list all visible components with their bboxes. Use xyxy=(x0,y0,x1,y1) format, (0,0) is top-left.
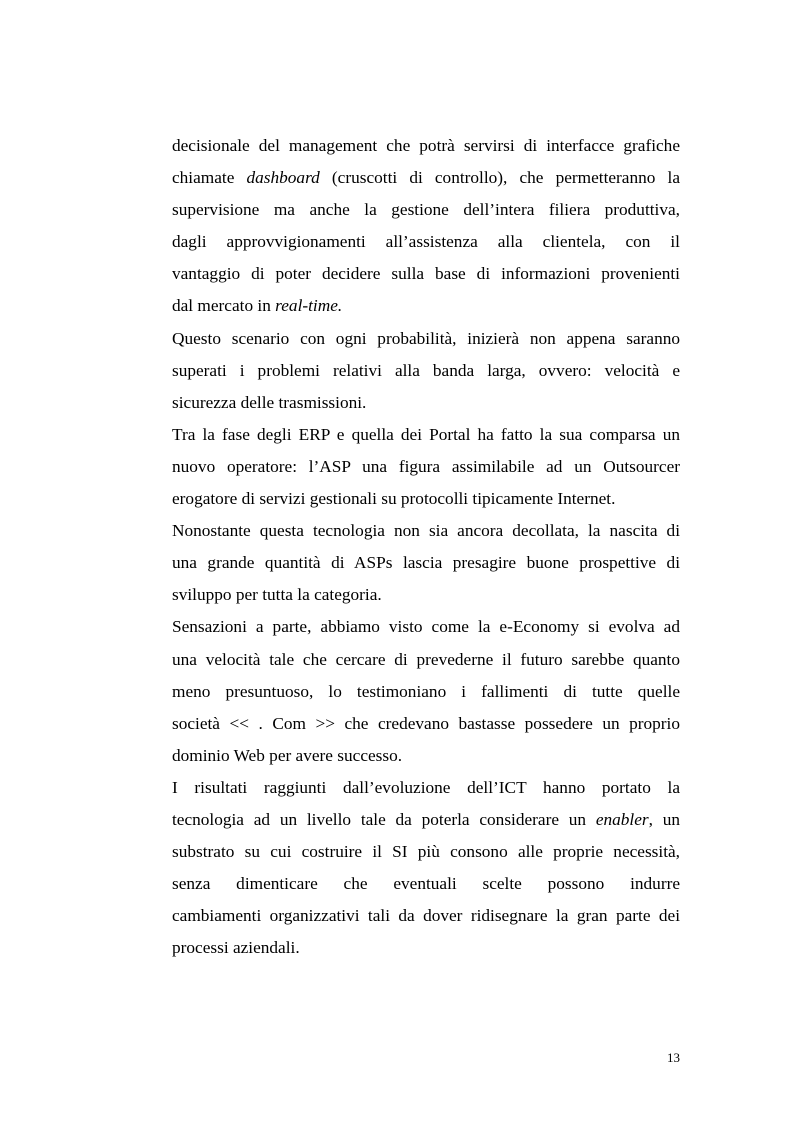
text-line xyxy=(172,740,680,772)
text-line xyxy=(172,676,680,708)
text-line xyxy=(172,387,680,419)
text-run: substrato su cui costruire il SI più consono alle proprie necessità, xyxy=(172,842,680,862)
italic-text: real-time. xyxy=(275,296,343,316)
text-line xyxy=(172,258,680,290)
text-run: , un xyxy=(648,809,680,829)
text-run: Sensazioni a parte, abbiamo visto come la e-Economy si evolva ad xyxy=(172,617,680,637)
text-line xyxy=(172,515,680,547)
text-line xyxy=(172,162,680,194)
text-line xyxy=(172,611,680,643)
text-run: (cruscotti di controllo), che permetteranno la xyxy=(319,168,680,188)
text-line xyxy=(172,194,680,226)
text-run: dagli approvvigionamenti all’assistenza alla clientela, con il xyxy=(172,232,680,252)
text-run: una grande quantità di ASPs lascia presagire buone prospettive di xyxy=(172,553,680,573)
text-run: tecnologia ad un livello tale da poterla considerare un xyxy=(172,809,596,829)
italic-text: dashboard xyxy=(246,168,320,188)
text-line xyxy=(172,708,680,740)
text-run: erogatore di servizi gestionali su protocolli tipicamente Internet. xyxy=(172,489,616,509)
text-run: superati i problemi relativi alla banda larga, ovvero: velocità e xyxy=(172,360,680,380)
text-run: senza dimenticare che eventuali scelte possono indurre xyxy=(172,874,680,894)
text-run: I risultati raggiunti dall’evoluzione dell’ICT hanno portato la xyxy=(172,777,680,797)
text-run: sicurezza delle trasmissioni. xyxy=(172,392,367,412)
text-run: Questo scenario con ogni probabilità, inizierà non appena saranno xyxy=(172,328,680,348)
text-line xyxy=(172,772,680,804)
text-line xyxy=(172,579,680,611)
text-run: processi aziendali. xyxy=(172,938,300,958)
text-run: società << . Com >> che credevano bastasse possedere un proprio xyxy=(172,713,680,733)
text-line xyxy=(172,290,680,322)
text-line xyxy=(172,932,680,964)
text-run: cambiamenti organizzativi tali da dover ridisegnare la gran parte dei xyxy=(172,906,680,926)
text-line xyxy=(172,323,680,355)
text-line xyxy=(172,130,680,162)
text-run: Tra la fase degli ERP e quella dei Portal ha fatto la sua comparsa un xyxy=(172,424,680,444)
italic-text: enabler xyxy=(595,809,649,829)
text-line xyxy=(172,868,680,900)
text-line xyxy=(172,836,680,868)
text-line xyxy=(172,419,680,451)
text-line xyxy=(172,644,680,676)
body-text xyxy=(172,130,680,964)
text-run: dominio Web per avere successo. xyxy=(172,745,403,765)
text-line xyxy=(172,451,680,483)
text-run: decisionale del management che potrà servirsi di interfacce grafiche xyxy=(172,136,680,155)
text-line xyxy=(172,483,680,515)
text-run: supervisione ma anche la gestione dell’intera filiera produttiva, xyxy=(172,200,680,220)
text-line xyxy=(172,804,680,836)
text-run: nuovo operatore: l’ASP una figura assimilabile ad un Outsourcer xyxy=(172,456,680,476)
text-line xyxy=(172,900,680,932)
text-run: sviluppo per tutta la categoria. xyxy=(172,585,382,605)
text-line xyxy=(172,355,680,387)
text-run: Nonostante questa tecnologia non sia ancora decollata, la nascita di xyxy=(172,521,680,541)
page-number: 13 xyxy=(667,1050,680,1065)
text-run: vantaggio di poter decidere sulla base di informazioni provenienti xyxy=(172,264,680,284)
text-run: dal mercato in xyxy=(172,296,276,316)
text-run: una velocità tale che cercare di prevederne il futuro sarebbe quanto xyxy=(172,649,680,669)
text-run: meno presuntuoso, lo testimoniano i fallimenti di tutte quelle xyxy=(172,681,680,701)
text-line xyxy=(172,226,680,258)
text-run: chiamate xyxy=(172,168,247,188)
text-line xyxy=(172,547,680,579)
